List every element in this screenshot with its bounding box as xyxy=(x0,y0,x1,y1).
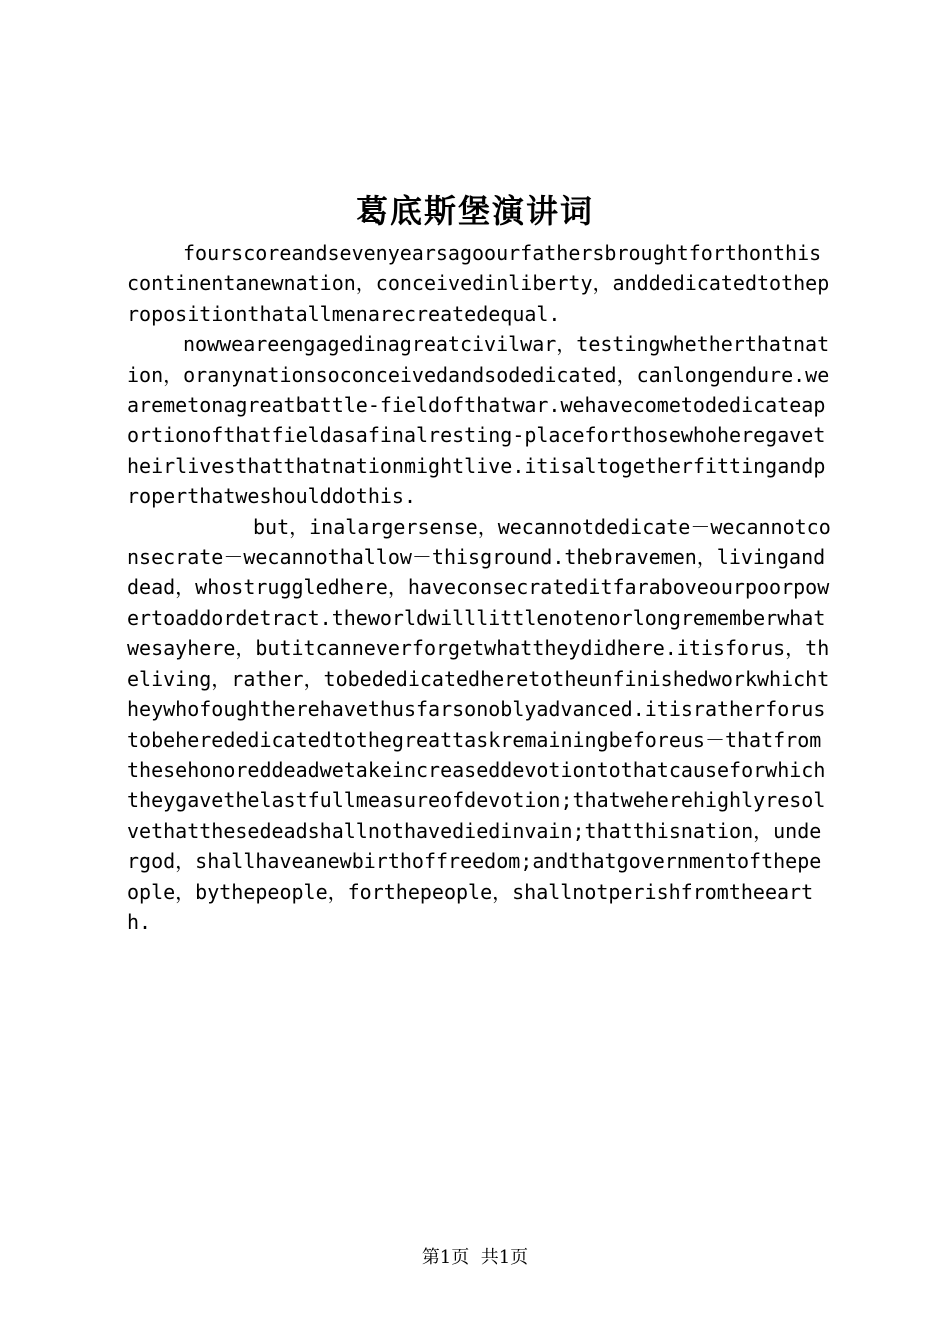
paragraph-3: but，inalargersense，wecannotdedicate－wecannotconsecrate－wecannothallow－thisground.thebravemen，livinganddead，whostruggledhere，haveconsecrateditfaraboveourpoorpowertoaddordetract.theworldwilllittlenotenorlongrememberwhatwesayhere，butitcanneverforgetwhattheydidhere.itisforus，theliving，rather，tobededicatedheretotheunfinishedworkwhichtheywhofoughtherehavethusfarsonoblyadvanced.itisratherforustobeherededicatedtothegreattaskremainingbeforeus－thatfromthesehonoreddeadwetakeincreaseddevotiontothatcauseforwhichtheygavethelastfullmeasureofdevotion;thatweherehighlyresolvethatthesedeadshallnothavediedinvain;thatthisnation，undergod，shallhaveanewbirthoffreedom;andthatgovernmentofthepeople，bythepeople，forthepeople，shallnotperishfromtheearth. xyxy=(127,514,831,934)
document-title: 葛底斯堡演讲词 xyxy=(355,192,594,230)
paragraph-2: nowweareengagedinagreatcivilwar，testingwhetherthatnation，oranynationsoconceivedandsodedicated，canlongendure.wearemetonagreatbattle-fieldofthatwar.wehavecometodedicateaportionofthatfieldasafinalresting-placeforthosewhoheregavetheirlivesthatthatnationmightlive.itisaltogetherfittingandproperthatweshoulddothis. xyxy=(127,332,830,509)
paragraph-1: fourscoreandsevenyearsagoourfathersbroughtforthonthiscontinentanewnation，conceivedinliberty，anddedicatedtothepropositionthatallmenarecreatedequal. xyxy=(127,241,830,326)
document-body xyxy=(127,238,831,937)
page-number-footer: 第1页 共1页 xyxy=(421,1247,529,1268)
